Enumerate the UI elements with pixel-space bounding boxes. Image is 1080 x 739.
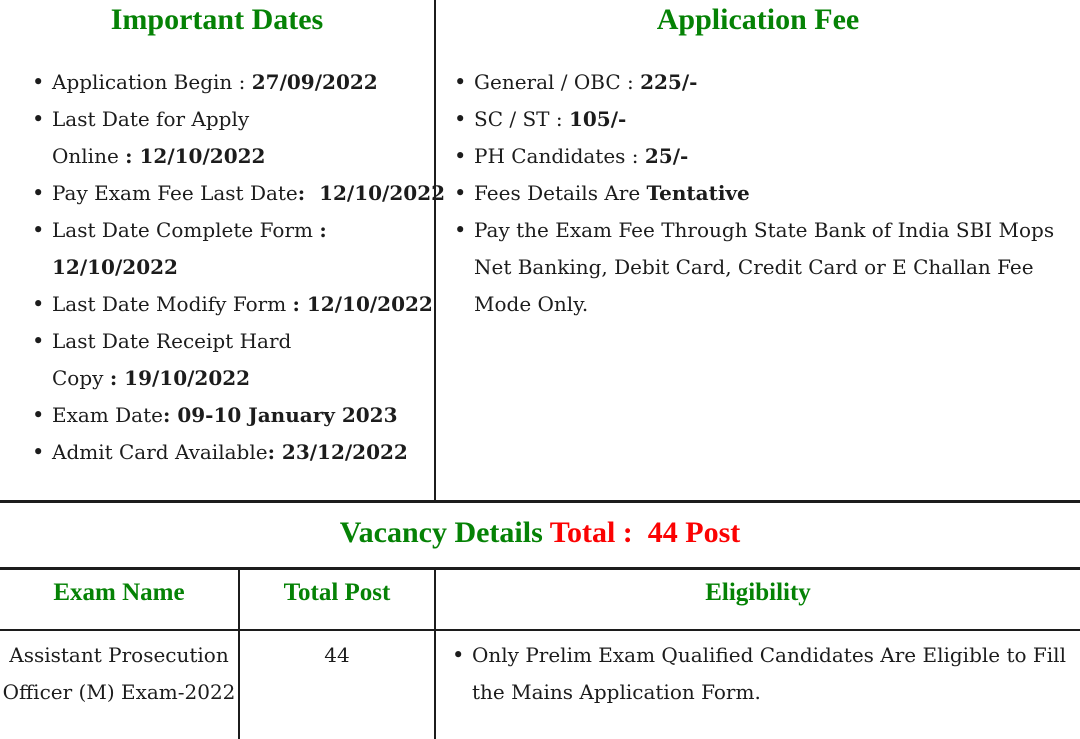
bullet-icon: •	[32, 181, 45, 205]
list-item-text: General / OBC : 225/-	[474, 70, 698, 94]
bullet-icon: •	[32, 403, 45, 427]
list-item	[30, 323, 434, 397]
important-dates-title: Important Dates	[110, 3, 324, 36]
bullet-icon: •	[32, 107, 45, 131]
vacancy-table	[0, 567, 1080, 739]
important-dates-section	[0, 0, 446, 500]
exam-name-cell: Assistant Prosecution Officer (M) Exam-2022	[0, 631, 240, 739]
list-item	[30, 101, 434, 175]
list-item	[452, 64, 1080, 101]
total-post-cell: 44	[240, 631, 436, 739]
list-item-text: Last Date Receipt Hard Copy : 19/10/2022	[52, 329, 292, 390]
list-item-text: Exam Date: 09-10 January 2023	[52, 403, 398, 427]
list-item	[452, 175, 1080, 212]
table-header-row	[0, 570, 1080, 631]
bullet-icon: •	[32, 70, 45, 94]
list-item-text: Only Prelim Exam Qualified Candidates Are Eligible to Fill the Mains Application Form.	[472, 643, 1066, 704]
list-item	[452, 138, 1080, 175]
vacancy-details-label: Vacancy Details	[339, 516, 550, 549]
vacancy-total-label: Total : 44 Post	[549, 516, 741, 549]
list-item	[452, 212, 1080, 323]
list-item-text: Pay the Exam Fee Through State Bank of India SBI Mops Net Banking, Debit Card, Credit Card or E Challan Fee Mode Only.	[474, 218, 1055, 316]
bullet-icon: •	[452, 643, 465, 667]
list-item-text: PH Candidates : 25/-	[474, 144, 689, 168]
list-item-text: SC / ST : 105/-	[474, 107, 627, 131]
header-eligibility: Eligibility	[705, 579, 811, 606]
bullet-icon: •	[32, 292, 45, 316]
list-item	[30, 286, 434, 323]
header-exam-name: Exam Name	[0, 570, 240, 629]
vacancy-heading	[0, 503, 1080, 567]
eligibility-cell	[436, 631, 1080, 739]
application-fee-title: Application Fee	[656, 3, 860, 36]
list-item-text: Application Begin : 27/09/2022	[52, 70, 378, 94]
list-item	[452, 101, 1080, 138]
list-item-text: Last Date Complete Form : 12/10/2022	[52, 218, 327, 279]
application-fee-list	[452, 64, 1080, 323]
bullet-icon: •	[454, 107, 467, 131]
list-item	[30, 64, 434, 101]
bullet-icon: •	[454, 144, 467, 168]
list-item	[30, 434, 434, 471]
bullet-icon: •	[454, 218, 467, 242]
list-item	[30, 212, 434, 286]
important-dates-list	[30, 64, 446, 471]
list-item-text: Last Date for Apply Online : 12/10/2022	[52, 107, 266, 168]
bullet-icon: •	[32, 440, 45, 464]
list-item-text: Admit Card Available: 23/12/2022	[52, 440, 408, 464]
list-item-text: Pay Exam Fee Last Date: 12/10/2022	[52, 181, 446, 205]
list-item	[450, 637, 1080, 711]
application-fee-section	[436, 0, 1080, 500]
bullet-icon: •	[32, 218, 45, 242]
list-item-text: Last Date Modify Form : 12/10/2022	[52, 292, 433, 316]
bullet-icon: •	[454, 70, 467, 94]
table-row	[0, 631, 1080, 739]
list-item	[30, 175, 446, 212]
bullet-icon: •	[454, 181, 467, 205]
list-item-text: Fees Details Are Tentative	[474, 181, 750, 205]
bullet-icon: •	[32, 329, 45, 353]
eligibility-list	[450, 637, 1080, 711]
header-total-post: Total Post	[240, 570, 436, 629]
list-item	[30, 397, 434, 434]
